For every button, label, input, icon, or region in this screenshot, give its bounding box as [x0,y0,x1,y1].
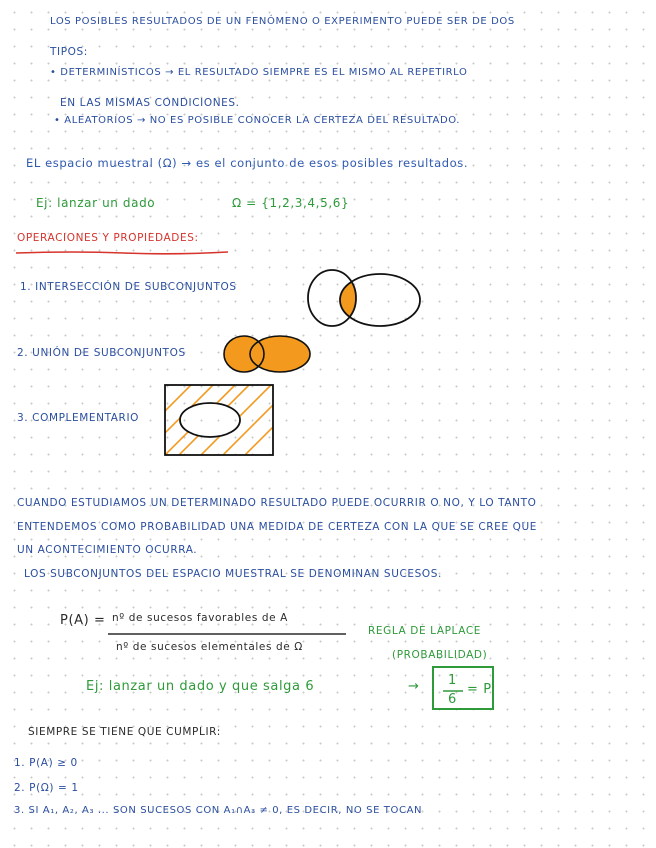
complement-diagram [163,383,275,457]
formula-numerator: nº de sucesos favorables de A [112,612,288,624]
random-line: • ALEATORIOS → NO ES POSIBLE CONOCER LA CERTEZA DEL RESULTADO. [54,115,461,126]
intro-line-1: LOS POSIBLES RESULTADOS DE UN FENÓMENO O EXPERIMENTO PUEDE SER DE DOS [50,16,515,27]
axiom-1: 1. P(A) ≥ 0 [14,757,78,769]
intersection-venn-diagram [305,268,435,332]
intro-line-2: TIPOS: [50,46,88,58]
deterministic-line-1: • DETERMINÍSTICOS → EL RESULTADO SIEMPRE ES EL MISMO AL REPETIRLO [50,67,468,78]
laplace-rule-label: REGLA DE LAPLACE [368,625,481,637]
subset-ellipse [180,403,240,437]
laplace-rule-note: (PROBABILIDAD) [392,649,488,661]
example-sample-space-set: Ω = {1,2,3,4,5,6} [232,196,350,210]
union-venn-diagram [222,333,318,375]
axiom-2: 2. P(Ω) = 1 [14,782,79,794]
formula-lhs: P(A) = [60,613,106,628]
probability-paragraph-line-1: CUANDO ESTUDIAMOS UN DETERMINADO RESULTADO PUEDE OCURRIR O NO, Y LO TANTO [17,497,537,509]
operation-intersection-label: 1. INTERSECCIÓN DE SUBCONJUNTOS [20,281,237,293]
result-fraction-numerator: 1 [448,673,457,688]
formula-denominator: nº de sucesos elementales de Ω [116,641,303,653]
dice-six-example: Ej: lanzar un dado y que salga 6 [86,679,315,694]
example-dice-label: Ej: lanzar un dado [36,196,156,210]
probability-result-box [432,666,494,710]
operations-title-underline [14,249,230,257]
probability-paragraph-line-2: ENTENDEMOS COMO PROBABILIDAD UNA MEDIDA DE CERTEZA CON LA QUE SE CREE QUE [17,521,537,533]
sample-space-definition: EL espacio muestral (Ω) → es el conjunto de esos posibles resultados. [26,156,469,170]
fraction-bar [108,631,348,637]
events-definition: LOS SUBCONJUNTOS DEL ESPACIO MUESTRAL SE DENOMINAN SUCESOS. [24,568,442,580]
result-arrow: → [408,679,420,694]
operations-title: OPERACIONES Y PROPIEDADES: [17,232,199,244]
operation-union-label: 2. UNIÓN DE SUBCONJUNTOS [17,347,186,359]
deterministic-line-2: EN LAS MISMAS CONDICIONES. [60,97,240,109]
result-probability-suffix: = P [467,682,492,697]
operation-complement-label: 3. COMPLEMENTARIO [17,412,140,424]
result-fraction-denominator: 6 [448,692,457,707]
probability-paragraph-line-3: UN ACONTECIMIENTO OCURRA. [17,544,198,556]
axioms-intro: SIEMPRE SE TIENE QUE CUMPLIR: [28,726,221,738]
axiom-3: 3. SI A₁, A₂, A₃ ... SON SUCESOS CON A₁∩A₃ ≠ 0, ES DECIR, NO SE TOCAN [14,805,423,816]
